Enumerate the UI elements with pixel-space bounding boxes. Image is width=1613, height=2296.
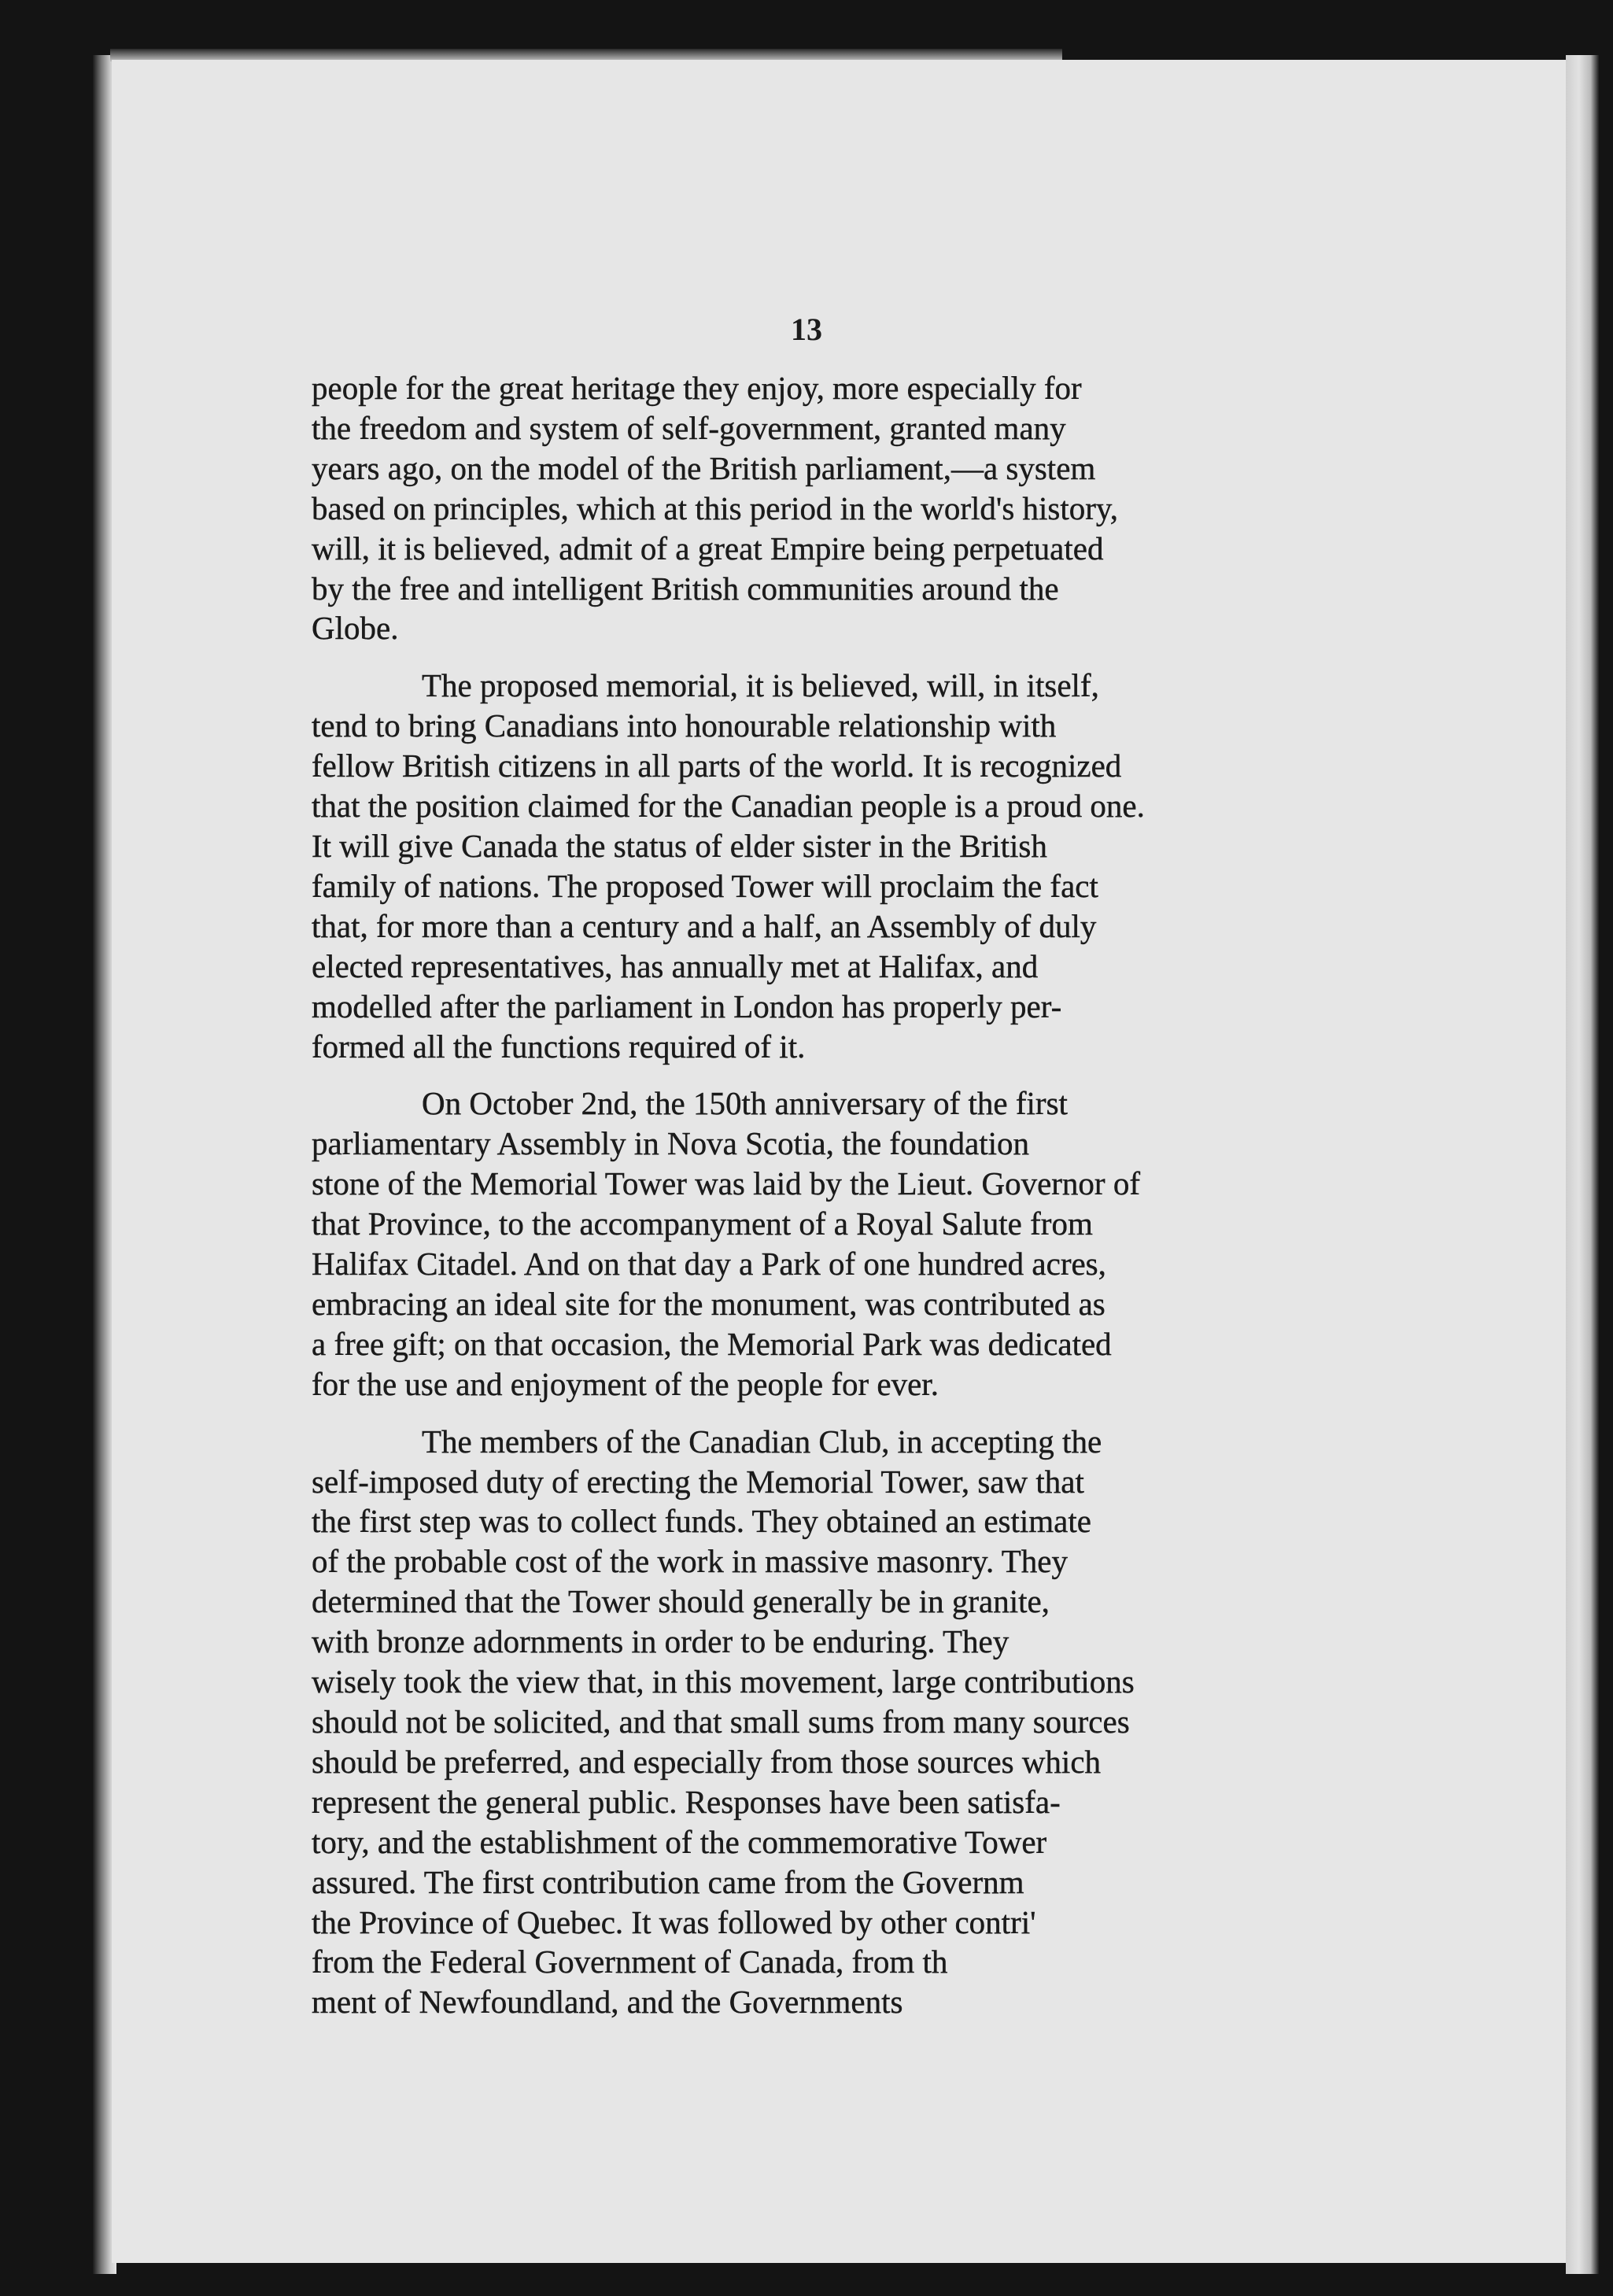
text-line: determined that the Tower should generally be in granite,: [312, 1583, 1050, 1620]
text-line: that Province, to the accompanyment of a Royal Salute from: [312, 1205, 1093, 1242]
text-line: Globe.: [312, 610, 399, 647]
paragraph: [312, 666, 1317, 1066]
text-line: should be preferred, and especially from those sources which: [312, 1743, 1102, 1780]
text-line: self-imposed duty of erecting the Memorial Tower, saw that: [312, 1463, 1084, 1500]
text-line: by the free and intelligent British communities around the: [312, 570, 1059, 607]
text-line: based on principles, which at this period in the world's history,: [312, 489, 1118, 526]
text-line: for the use and enjoyment of the people for ever.: [312, 1365, 939, 1402]
text-line: formed all the functions required of it.: [312, 1028, 806, 1065]
text-line: should not be solicited, and that small sums from many sources: [312, 1704, 1130, 1740]
text-line: years ago, on the model of the British parliament,—a system: [312, 449, 1096, 486]
text-line: wisely took the view that, in this movement, large contributions: [312, 1663, 1135, 1700]
text-line: people for the great heritage they enjoy, more especially for: [312, 370, 1082, 406]
text-line: embracing an ideal site for the monument, was contributed as: [312, 1285, 1105, 1322]
text-line: tory, and the establishment of the commemorative Tower: [312, 1823, 1047, 1860]
text-line: modelled after the parliament in London has properly per-: [312, 987, 1062, 1024]
text-line: the Province of Quebec. It was followed by other contri': [312, 1903, 1036, 1940]
text-line: the first step was to collect funds. They obtained an estimate: [312, 1503, 1091, 1540]
text-line: that the position claimed for the Canadian people is a proud one.: [312, 788, 1145, 825]
text-line: fellow British citizens in all parts of the world. It is recognized: [312, 747, 1122, 784]
text-line: On October 2nd, the 150th anniversary of the first: [422, 1085, 1068, 1122]
text-line: assured. The first contribution came from the Governm: [312, 1863, 1024, 1900]
text-line: stone of the Memorial Tower was laid by the Lieut. Governor of: [312, 1165, 1140, 1202]
paragraph: [312, 1422, 1317, 2023]
text-line: parliamentary Assembly in Nova Scotia, the foundation: [312, 1125, 1030, 1162]
page-number: 13: [791, 312, 822, 347]
text-line: It will give Canada the status of elder sister in the British: [312, 827, 1047, 864]
text-line: will, it is believed, admit of a great Empire being perpetuated: [312, 530, 1104, 567]
text-line: represent the general public. Responses have been satisfa-: [312, 1783, 1061, 1820]
text-line: of the probable cost of the work in massive masonry. They: [312, 1543, 1068, 1580]
text-line: the freedom and system of self-government, granted many: [312, 409, 1066, 446]
text-line: Halifax Citadel. And on that day a Park of one hundred acres,: [312, 1246, 1106, 1283]
paragraph: [312, 368, 1317, 648]
text-line: The members of the Canadian Club, in accepting the: [422, 1423, 1102, 1460]
text-line: a free gift; on that occasion, the Memorial Park was dedicated: [312, 1325, 1112, 1362]
paragraph: [312, 1083, 1317, 1404]
text-line: family of nations. The proposed Tower will proclaim the fact: [312, 867, 1098, 904]
text-line: from the Federal Government of Canada, from th: [312, 1943, 948, 1980]
text-line: that, for more than a century and a half, an Assembly of duly: [312, 907, 1097, 944]
body-text: [312, 368, 1317, 2039]
text-line: ment of Newfoundland, and the Governments: [312, 1984, 903, 2021]
text-line: The proposed memorial, it is believed, will, in itself,: [422, 667, 1099, 704]
text-line: tend to bring Canadians into honourable relationship with: [312, 707, 1057, 744]
page-right-edge: [1566, 55, 1599, 2274]
text-line: elected representatives, has annually met at Halifax, and: [312, 947, 1039, 984]
text-line: with bronze adornments in order to be enduring. They: [312, 1623, 1010, 1660]
